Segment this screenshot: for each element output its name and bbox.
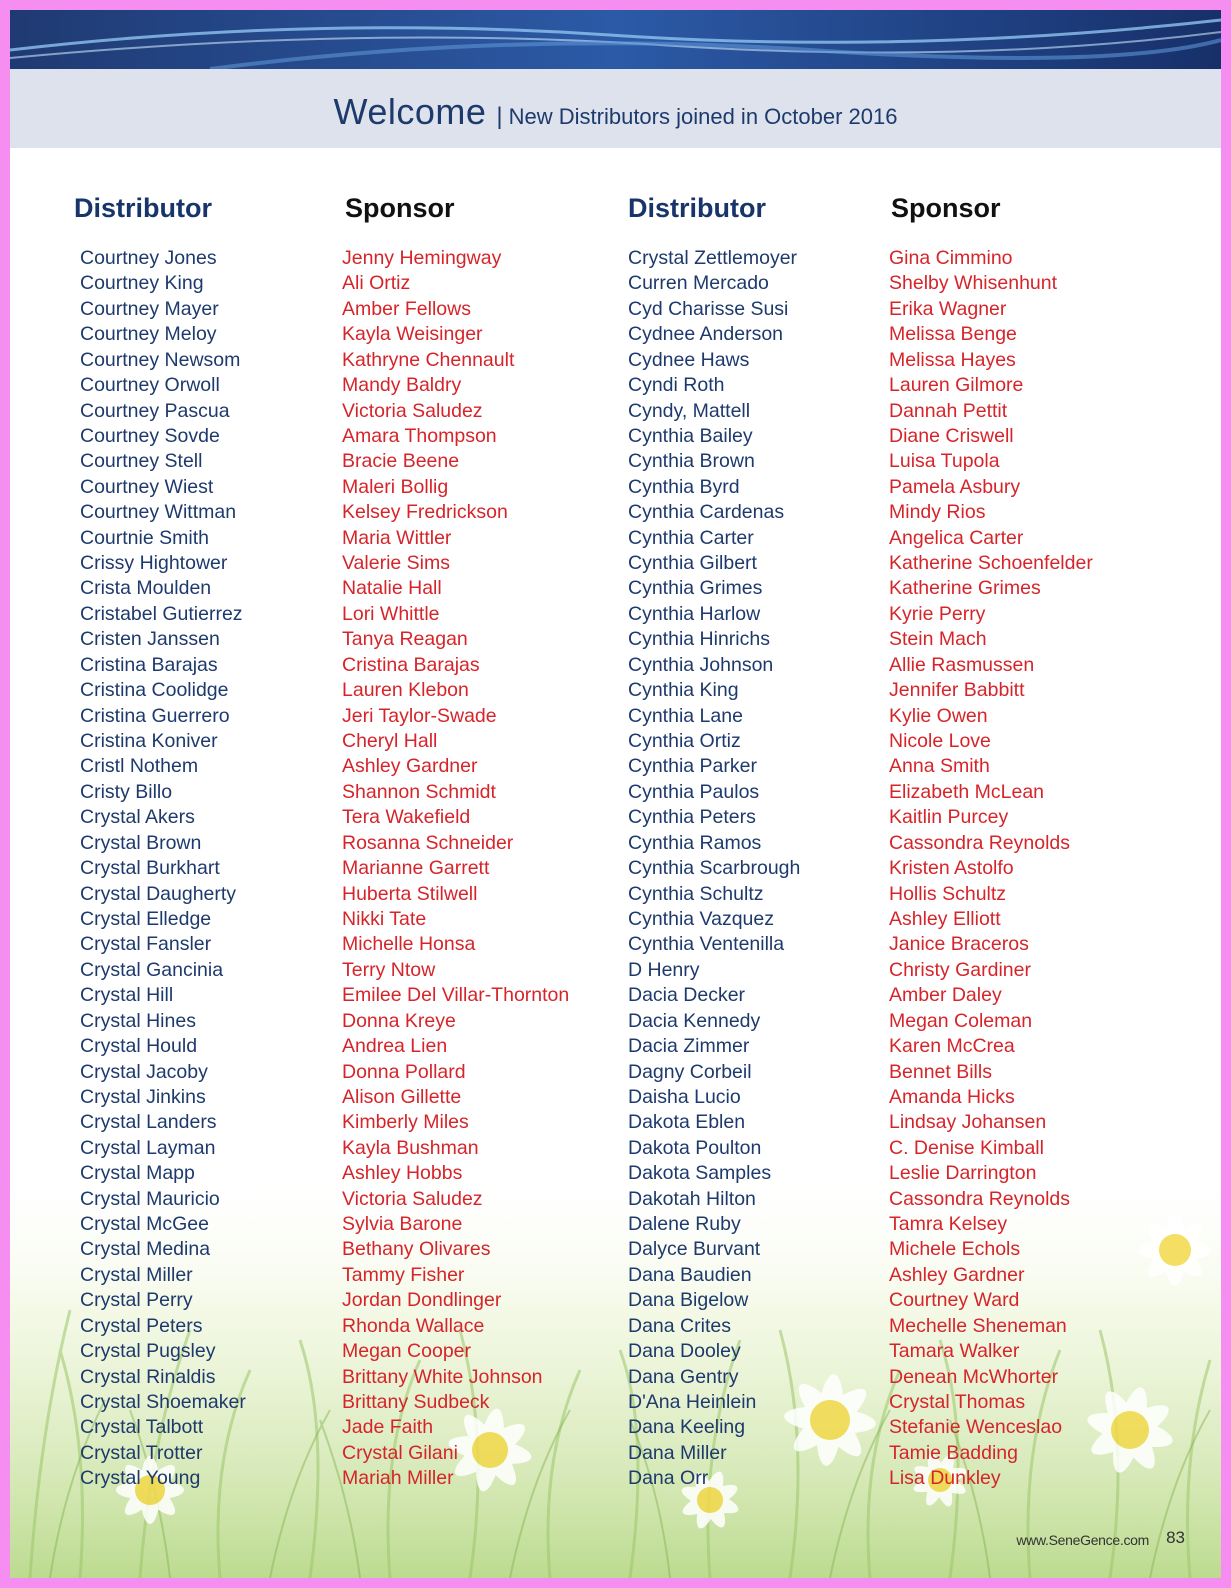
name-entry: Tera Wakefield [342,806,471,829]
name-entry: Crystal Miller [80,1263,193,1286]
name-entry: Bethany Olivares [342,1238,491,1261]
name-entry: Tamara Walker [889,1340,1020,1363]
column-header-sponsor-1: Sponsor [345,193,455,223]
name-entry: Cynthia Brown [628,450,755,473]
name-entry: Crystal Jacoby [80,1060,208,1083]
name-entry: Dacia Kennedy [628,1009,761,1032]
name-entry: Cassondra Reynolds [889,831,1071,854]
name-entry: Amara Thompson [342,424,497,447]
name-entry: Stefanie Wenceslao [889,1416,1063,1439]
name-entry: Nikki Tate [342,907,427,930]
name-entry: Lauren Klebon [342,679,469,702]
name-entry: Mariah Miller [342,1467,454,1490]
name-entry: Cristen Janssen [80,628,220,651]
name-entry: Cynthia Vazquez [628,907,774,930]
name-entry: Stein Mach [889,628,987,651]
name-entry: Cynthia Carter [628,526,754,549]
name-entry: Jennifer Babbitt [889,679,1025,702]
name-entry: Dana Orr [628,1467,709,1490]
name-entry: Mandy Baldry [342,374,462,397]
name-entry: Anna Smith [889,755,990,778]
name-entry: Kimberly Miles [342,1111,469,1134]
name-entry: Kyrie Perry [889,602,986,625]
page-title [10,91,1221,133]
name-entry: Leslie Darrington [889,1162,1037,1185]
name-entry: Jeri Taylor-Swade [342,704,497,727]
name-entry: Cyndi Roth [628,374,725,397]
name-entry: Crystal Fansler [80,933,212,956]
page [10,10,1221,1578]
name-entry: Dakota Eblen [628,1111,746,1134]
name-entry: Crystal Layman [80,1136,216,1159]
name-entry: Ashley Gardner [889,1263,1025,1286]
name-entry: Kristen Astolfo [889,857,1014,880]
name-entry: Curren Mercado [628,272,769,295]
name-entry: Cristabel Gutierrez [80,602,243,625]
name-entry: Christy Gardiner [889,958,1031,981]
name-entry: Mechelle Sheneman [889,1314,1067,1337]
name-entry: Amber Fellows [342,297,471,320]
title-welcome: Welcome [333,91,487,132]
name-entry: Dagny Corbeil [628,1060,752,1083]
name-entry: Erika Wagner [889,297,1007,320]
name-entry: C. Denise Kimball [889,1136,1044,1159]
name-entry: Dana Miller [628,1441,727,1464]
name-entry: Kaitlin Purcey [889,806,1009,829]
name-entry: Crystal Trotter [80,1441,203,1464]
name-entry: Rosanna Schneider [342,831,514,854]
name-entry: Courtney Wiest [80,475,214,498]
name-entry: Cynthia Byrd [628,475,740,498]
name-entry: Cynthia King [628,679,739,702]
name-entry: Courtney Wittman [80,501,237,524]
name-entry: D Henry [628,958,700,981]
name-entry: Cynthia Harlow [628,602,761,625]
name-entry: Dana Dooley [628,1340,741,1363]
name-entry: Cristl Nothem [80,755,199,778]
name-entry: Dannah Pettit [889,399,1008,422]
name-entry: Maria Wittler [342,526,452,549]
name-entry: Bracie Beene [342,450,460,473]
name-entry: Crystal Zettlemoyer [628,247,798,269]
name-entry: Jenny Hemingway [342,247,502,269]
name-entry: Crystal Mauricio [80,1187,220,1210]
name-entry: Janice Braceros [889,933,1029,956]
name-entry: Crystal Hill [80,984,174,1007]
name-entry: Dakotah Hilton [628,1187,756,1210]
title-subtitle: New Distributors joined in October 2016 [508,104,898,129]
name-entry: Dana Keeling [628,1416,746,1439]
name-entry: Kayla Bushman [342,1136,479,1159]
sponsor-list-2 [889,246,1093,1492]
name-entry: Crystal Gancinia [80,958,224,981]
name-entry: Cynthia Grimes [628,577,763,600]
name-entry: Pamela Asbury [889,475,1021,498]
name-entry: Tamie Badding [889,1441,1018,1464]
name-entry: Crystal Hines [80,1009,196,1032]
name-entry: Kathryne Chennault [342,348,515,371]
name-entry: Crystal Peters [80,1314,203,1337]
name-entry: Allie Rasmussen [889,653,1035,676]
name-entry: Cyndy, Mattell [628,399,751,422]
name-entry: Shelby Whisenhunt [889,272,1058,295]
name-entry: Terry Ntow [342,958,436,981]
name-entry: Cydnee Haws [628,348,750,371]
name-entry: Denean McWhorter [889,1365,1059,1388]
distributor-list-1 [80,246,246,1492]
name-entry: Tanya Reagan [342,628,468,651]
name-entry: Cydnee Anderson [628,323,784,346]
name-entry: Crissy Hightower [80,552,228,575]
name-entry: Victoria Saludez [342,399,483,422]
name-entry: Natalie Hall [342,577,442,600]
name-entry: Donna Kreye [342,1009,456,1032]
name-entry: Courtney Stell [80,450,203,473]
name-entry: Cynthia Paulos [628,780,760,803]
name-entry: Kylie Owen [889,704,988,727]
name-entry: Crystal Young [80,1467,201,1490]
name-entry: Ashley Hobbs [342,1162,463,1185]
name-entry: Dana Bigelow [628,1289,749,1312]
name-entry: Gina Cimmino [889,247,1013,269]
name-entry: Dana Baudien [628,1263,752,1286]
name-entry: Cheryl Hall [342,730,438,753]
name-entry: Lisa Dunkley [889,1467,1001,1490]
name-entry: Cristina Barajas [342,653,480,676]
name-entry: Emilee Del Villar-Thornton [342,984,570,1007]
name-entry: Megan Coleman [889,1009,1033,1032]
name-entry: Crystal Medina [80,1238,211,1261]
name-entry: Cyd Charisse Susi [628,297,789,320]
name-entry: Nicole Love [889,730,991,753]
name-entry: Cynthia Ramos [628,831,762,854]
name-entry: Daisha Lucio [628,1085,741,1108]
name-entry: Dakota Poulton [628,1136,762,1159]
name-entry: Crystal Mapp [80,1162,195,1185]
distributor-list-2 [628,246,800,1492]
name-entry: Tamra Kelsey [889,1213,1008,1236]
name-entry: Cynthia Schultz [628,882,764,905]
name-entry: Crystal McGee [80,1213,209,1236]
name-entry: Angelica Carter [889,526,1024,549]
name-entry: Ali Ortiz [342,272,411,295]
name-entry: Crystal Perry [80,1289,193,1312]
name-entry: Courtney Ward [889,1289,1020,1312]
name-entry: Sylvia Barone [342,1213,463,1236]
name-entry: Cynthia Johnson [628,653,774,676]
name-entry: Bennet Bills [889,1060,992,1083]
name-entry: Michelle Honsa [342,933,476,956]
name-entry: Cynthia Cardenas [628,501,785,524]
name-entry: Dalyce Burvant [628,1238,761,1261]
name-entry: Jordan Dondlinger [342,1289,502,1312]
name-entry: Crystal Brown [80,831,202,854]
name-entry: Crystal Talbott [80,1416,204,1439]
name-entry: Crista Moulden [80,577,212,600]
name-entry: Crystal Elledge [80,907,212,930]
name-entry: Cynthia Ortiz [628,730,741,753]
title-separator: | [496,103,503,130]
name-entry: Luisa Tupola [889,450,1000,473]
name-entry: Crystal Thomas [889,1390,1026,1413]
name-entry: Courtnie Smith [80,526,209,549]
name-entry: Crystal Landers [80,1111,217,1134]
name-entry: Cynthia Parker [628,755,757,778]
page-number: 83 [1166,1528,1185,1547]
name-entry: Huberta Stilwell [342,882,478,905]
name-entry: Cynthia Bailey [628,424,753,447]
name-entry: Cynthia Lane [628,704,743,727]
name-entry: Amber Daley [889,984,1002,1007]
name-entry: Donna Pollard [342,1060,466,1083]
name-entry: Crystal Rinaldis [80,1365,216,1388]
name-entry: Lindsay Johansen [889,1111,1047,1134]
name-entry: Crystal Pugsley [80,1340,216,1363]
name-entry: Cynthia Gilbert [628,552,757,575]
name-entry: Ashley Gardner [342,755,478,778]
name-entry: Melissa Hayes [889,348,1016,371]
name-entry: Diane Criswell [889,424,1014,447]
name-entry: Rhonda Wallace [342,1314,485,1337]
name-entry: Dacia Decker [628,984,746,1007]
name-entry: Brittany Sudbeck [342,1390,490,1413]
name-entry: Crystal Burkhart [80,857,220,880]
column-header-distributor-2: Distributor [628,193,766,223]
title-band [10,69,1221,148]
name-entry: Cristina Koniver [80,730,218,753]
name-entry: Victoria Saludez [342,1187,483,1210]
name-entry: Courtney King [80,272,204,295]
name-entry: Cynthia Peters [628,806,756,829]
name-entry: Andrea Lien [342,1035,448,1058]
name-entry: Crystal Jinkins [80,1085,206,1108]
name-entry: Shannon Schmidt [342,780,496,803]
name-entry: Ashley Elliott [889,907,1001,930]
name-entry: Crystal Daugherty [80,882,237,905]
name-entry: Megan Cooper [342,1340,471,1363]
name-entry: Dakota Samples [628,1162,772,1185]
name-entry: Mindy Rios [889,501,986,524]
name-entry: Cynthia Scarbrough [628,857,801,880]
name-entry: Cynthia Ventenilla [628,933,785,956]
name-entry: Brittany White Johnson [342,1365,543,1388]
name-entry: Crystal Hould [80,1035,198,1058]
name-entry: Katherine Schoenfelder [889,552,1093,575]
name-entry: Melissa Benge [889,323,1017,346]
name-entry: Alison Gillette [342,1085,462,1108]
name-entry: Courtney Jones [80,247,217,269]
name-entry: Courtney Orwoll [80,374,220,397]
column-header-distributor-1: Distributor [74,193,212,223]
name-entry: Courtney Sovde [80,424,220,447]
name-entry: Kayla Weisinger [342,323,483,346]
name-entry: Dacia Zimmer [628,1035,750,1058]
name-entry: Cynthia Hinrichs [628,628,770,651]
name-entry: Cristina Barajas [80,653,218,676]
header-banner [10,10,1221,69]
name-entry: Crystal Akers [80,806,195,829]
name-entry: Katherine Grimes [889,577,1041,600]
name-entry: Karen McCrea [889,1035,1015,1058]
name-entry: Amanda Hicks [889,1085,1015,1108]
name-entry: Dana Gentry [628,1365,739,1388]
name-entry: Cristina Coolidge [80,679,229,702]
name-entry: Marianne Garrett [342,857,490,880]
name-entry: Crystal Shoemaker [80,1390,246,1413]
sponsor-list-1 [342,246,569,1492]
name-entry: Tammy Fisher [342,1263,465,1286]
name-entry: Jade Faith [342,1416,434,1439]
name-entry: Maleri Bollig [342,475,449,498]
column-header-sponsor-2: Sponsor [891,193,1001,223]
name-entry: Michele Echols [889,1238,1021,1261]
name-entry: Dalene Ruby [628,1213,741,1236]
name-entry: Lauren Gilmore [889,374,1024,397]
name-entry: Courtney Pascua [80,399,230,422]
name-entry: Cristina Guerrero [80,704,230,727]
name-entry: Dana Crites [628,1314,731,1337]
footer-website: www.SeneGence.com [1016,1532,1149,1548]
name-entry: Crystal Gilani [342,1441,458,1464]
name-entry: D'Ana Heinlein [628,1390,757,1413]
name-entry: Cristy Billo [80,780,173,803]
name-entry: Hollis Schultz [889,882,1007,905]
name-entry: Lori Whittle [342,602,440,625]
name-entry: Elizabeth McLean [889,780,1045,803]
name-entry: Valerie Sims [342,552,451,575]
name-entry: Cassondra Reynolds [889,1187,1071,1210]
name-entry: Kelsey Fredrickson [342,501,508,524]
name-entry: Courtney Mayer [80,297,219,320]
name-entry: Courtney Newsom [80,348,241,371]
name-entry: Courtney Meloy [80,323,217,346]
